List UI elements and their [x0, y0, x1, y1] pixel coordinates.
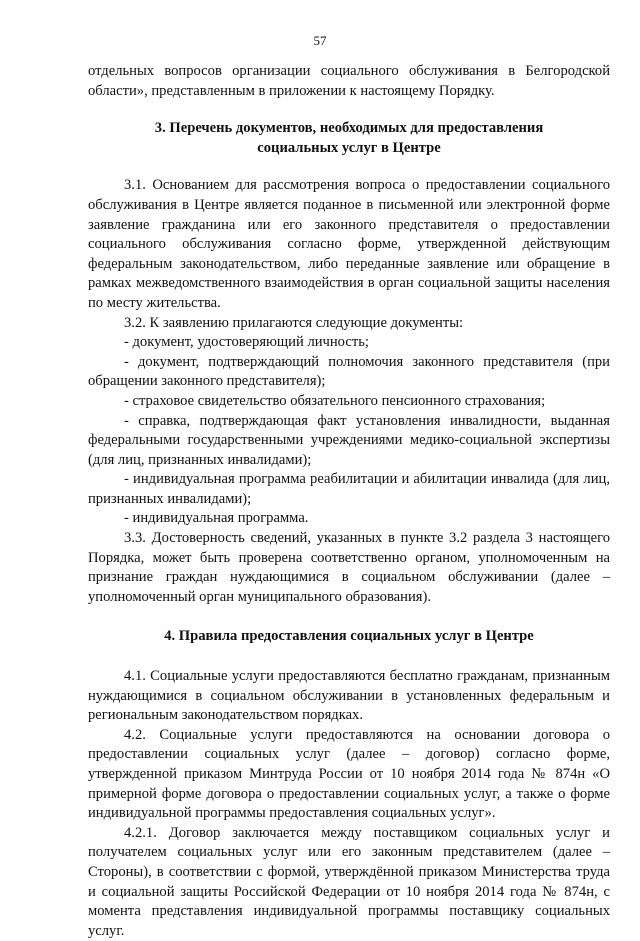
page-content: [88, 62, 610, 941]
intro-paragraph: отдельных вопросов организации социального обслуживания в Белгородской области», представленным в приложении к настоящему Порядку.: [88, 63, 610, 99]
paragraph-3-2: 3.2. К заявлению прилагаются следующие документы:: [124, 314, 464, 331]
section-4-title: 4. Правила предоставления социальных услуг в Центре: [164, 628, 534, 645]
paragraph-3-3: 3.3. Достоверность сведений, указанных в пункте 3.2 раздела 3 настоящего Порядка, может быть проверена соответственно органом, уполномоченным на признание граждан нуждающимися в социальном обслуживании (далее – уполномоченный орган муниципального образования).: [88, 530, 610, 605]
paragraph-4-2-1: 4.2.1. Договор заключается между поставщиком социальных услуг и получателем социальных услуг или его законным представителем (далее – Стороны), в соответствии с формой, утверждённой приказом Министерства труда и социальной защиты Российской Федерации от 10 ноября 2014 года № 874н, с момента представления индивидуальной программы поставщику социальных услуг.: [88, 824, 610, 939]
list-item-representative-authority: - документ, подтверждающий полномочия законного представителя (при обращении законного представителя);: [88, 353, 610, 390]
paragraph-4-1: 4.1. Социальные услуги предоставляются бесплатно гражданам, признанным нуждающимися в социальном обслуживании в установленных федеральным и региональным законодательством порядках.: [88, 668, 610, 724]
section-3-title-line-1: 3. Перечень документов, необходимых для предоставления: [154, 120, 544, 137]
list-item-disability-certificate: - справка, подтверждающая факт установления инвалидности, выданная федеральными государственными учреждениями медико-социальной экспертизы (для лиц, признанных инвалидами);: [88, 412, 610, 468]
list-item-rehabilitation-program: - индивидуальная программа реабилитации и абилитации инвалида (для лиц, признанных инвалидами);: [88, 471, 610, 507]
page-number: 57: [313, 33, 327, 48]
list-item-individual-program: - индивидуальная программа.: [124, 510, 309, 527]
paragraph-3-1: 3.1. Основанием для рассмотрения вопроса о предоставлении социального обслуживания в Центре является поданное в письменной или электронной форме заявление гражданина или его законного представителя о предоставлении социального обслуживания согласно форме, утвержденной действующим федеральным законодательством, либо переданные заявление или обращение в рамках межведомственного взаимодействия в орган социальной защиты населения по месту жительства.: [88, 177, 610, 311]
list-item-pension-insurance: - страховое свидетельство обязательного пенсионного страхования;: [124, 392, 546, 409]
paragraph-4-2: 4.2. Социальные услуги предоставляются на основании договора о предоставлении социальных услуг (далее – договор) согласно форме, утвержденной приказом Минтруда России от 10 ноября 2014 года № 874н «О примерной форме договора о предоставлении социальных услуг, а также о форме индивидуальной программы предоставления социальных услуг».: [88, 726, 610, 822]
list-item-identity-document: - документ, удостоверяющий личность;: [124, 334, 369, 351]
section-3-title-line-2: социальных услуг в Центре: [257, 139, 441, 156]
